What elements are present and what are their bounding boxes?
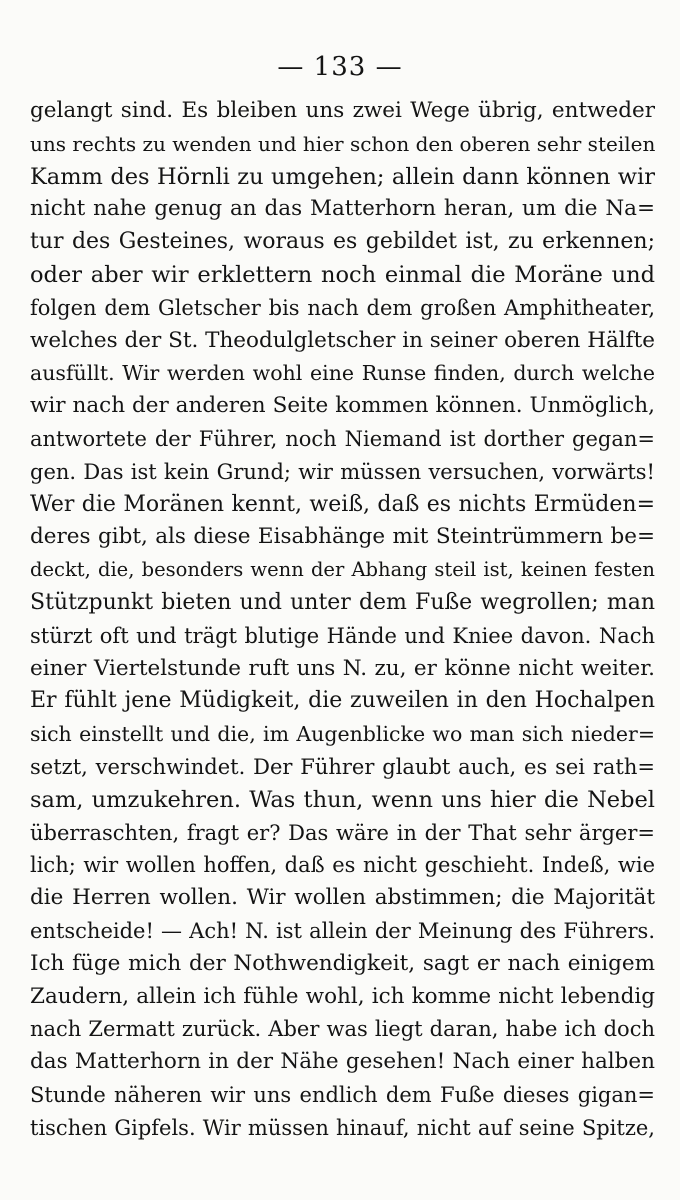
text-line: lich; wir wollen hoffen, daß es nicht geschieht. Indeß, wie [30, 853, 655, 878]
text-line: sich einstellt und die, im Augenblicke wo man sich nieder= [30, 722, 655, 747]
text-line: Ich füge mich der Nothwendigkeit, sagt er nach einigem [30, 950, 655, 976]
text-line: nicht nahe genug an das Matterhorn heran, um die Na= [30, 196, 655, 222]
text-line: überraschten, fragt er? Das wäre in der That sehr ärger= [30, 820, 655, 845]
text-line: setzt, verschwindet. Der Führer glaubt auch, es sei rath= [30, 754, 655, 779]
page-number: — 133 — [277, 52, 403, 82]
text-line: Stützpunkt bieten und unter dem Fuße wegrollen; man [30, 589, 655, 615]
text-line: stürzt oft und trägt blutige Hände und Kniee davon. Nach [30, 623, 655, 648]
text-line: Wer die Moränen kennt, weiß, daß es nichts Ermüden= [30, 491, 655, 517]
text-line: welches der St. Theodulgletscher in seiner oberen Hälfte [30, 327, 655, 353]
text-line: Kamm des Hörnli zu umgehen; allein dann können wir [30, 163, 655, 190]
text-line: deckt, die, besonders wenn der Abhang steil ist, keinen festen [30, 558, 655, 582]
text-line: uns rechts zu wenden und hier schon den oberen sehr steilen [30, 131, 655, 156]
text-line: wir nach der anderen Seite kommen können. Unmöglich, [30, 393, 655, 419]
text-line: Zaudern, allein ich fühle wohl, ich komme nicht lebendig [30, 983, 655, 1009]
text-line: tur des Gesteines, woraus es gebildet ist, zu erkennen; [30, 229, 655, 255]
text-line: entscheide! — Ach! N. ist allein der Meinung des Führers. [30, 918, 655, 943]
text-line: gen. Das ist kein Grund; wir müssen versuchen, vorwärts! [30, 459, 655, 484]
text-line: das Matterhorn in der Nähe gesehen! Nach einer halben [30, 1049, 655, 1075]
text-line: gelangt sind. Es bleiben uns zwei Wege übrig, entweder [30, 98, 655, 123]
text-line: Stunde näheren wir uns endlich dem Fuße dieses gigan= [30, 1082, 655, 1107]
body-text [30, 95, 655, 1145]
text-line: antwortete der Führer, noch Niemand ist dorther gegan= [30, 426, 655, 451]
text-line: sam, umzukehren. Was thun, wenn uns hier die Nebel [30, 786, 655, 813]
text-line: ausfüllt. Wir werden wohl eine Runse finden, durch welche [30, 361, 655, 386]
text-line: tischen Gipfels. Wir müssen hinauf, nicht auf seine Spitze, [30, 1115, 655, 1140]
text-line: nach Zermatt zurück. Aber was liegt daran, habe ich doch [30, 1017, 655, 1042]
text-line: die Herren wollen. Wir wollen abstimmen; die Majorität [30, 885, 655, 911]
text-line: folgen dem Gletscher bis nach dem großen Amphitheater, [30, 295, 655, 320]
text-line: einer Viertelstunde ruft uns N. zu, er könne nicht weiter. [30, 655, 655, 681]
text-line: Er fühlt jene Müdigkeit, die zuweilen in den Hochalpen [30, 688, 655, 714]
text-line: oder aber wir erklettern noch einmal die Moräne und [30, 261, 655, 288]
text-line: deres gibt, als diese Eisabhänge mit Steintrümmern be= [30, 524, 655, 550]
